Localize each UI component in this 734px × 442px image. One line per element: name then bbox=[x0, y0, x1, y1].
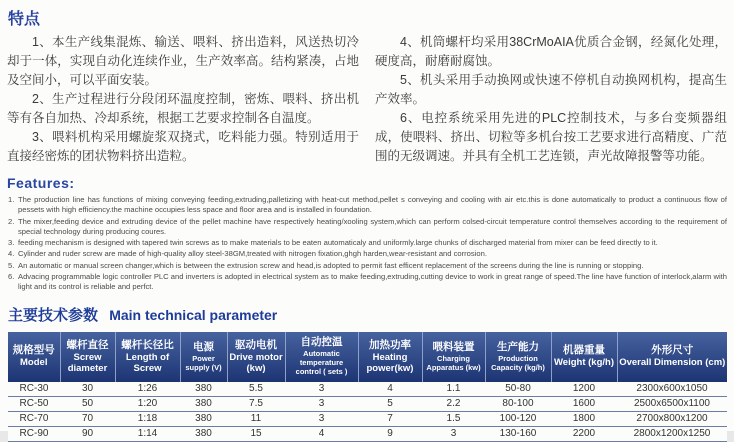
table-cell: RC-30 bbox=[8, 382, 60, 397]
feature-en-text: Cylinder and ruder screw are made of high-quality alloy steel-38GM,treated with nitrogen fixation,ghgh harden,wear-resistant and corrosion. bbox=[18, 249, 487, 259]
column-header bbox=[227, 332, 285, 382]
table-cell: 100-120 bbox=[485, 411, 551, 426]
table-cell: 1200 bbox=[551, 382, 617, 397]
column-header-en: Length of Screw bbox=[125, 352, 170, 374]
column-header-zh: 驱动电机 bbox=[235, 338, 277, 351]
table-row bbox=[8, 426, 727, 441]
column-header bbox=[60, 332, 115, 382]
features-zh-right-column bbox=[375, 33, 727, 166]
column-header-zh: 螺杆长径比 bbox=[121, 338, 174, 351]
column-header-en: Power supply (V) bbox=[185, 353, 222, 372]
table-cell: RC-90 bbox=[8, 426, 60, 441]
column-header bbox=[617, 332, 727, 382]
column-header-zh: 喂料装置 bbox=[432, 340, 475, 353]
table-cell: 7 bbox=[358, 411, 422, 426]
table-cell: 1:18 bbox=[115, 411, 180, 426]
table-cell: 15 bbox=[227, 426, 285, 441]
features-zh-section bbox=[7, 33, 727, 166]
feature-zh-paragraph: 5、机头采用手动换网或快速不停机自动换网机构，提高生产效率。 bbox=[375, 73, 727, 106]
feature-en-number: 1. bbox=[8, 195, 15, 204]
column-header bbox=[551, 332, 617, 382]
tech-params-title bbox=[8, 304, 727, 325]
table-cell: 4 bbox=[285, 426, 358, 441]
column-header-en: Model bbox=[20, 357, 48, 369]
column-header-zh: 机器重量 bbox=[563, 344, 605, 357]
feature-zh-paragraph: 3、喂料机构采用螺旋浆双挠式，吃料能力强。特别适用于直接经密炼的团状物料挤出造粒。 bbox=[7, 130, 359, 163]
column-header-en: Heating power(kw) bbox=[366, 352, 414, 374]
table-cell: 380 bbox=[180, 426, 227, 441]
features-en-list bbox=[7, 195, 727, 293]
feature-en-number: 3. bbox=[8, 238, 15, 248]
table-cell: 7.5 bbox=[227, 396, 285, 411]
table-cell: 1800 bbox=[551, 411, 617, 426]
feature-en-text: The mixer,feeding device and extruding device of the pellet machine have respectively heating/xooling system,which can perform colsed-circuit temperature control themselves according to the requirement of special technology during producing coures. bbox=[18, 216, 727, 236]
table-cell: 1:26 bbox=[115, 382, 180, 397]
tech-table-head bbox=[8, 332, 727, 382]
column-header-zh: 外形尺寸 bbox=[651, 344, 694, 357]
table-cell: 1:14 bbox=[115, 426, 180, 441]
column-header-en: Overall Dimension (cm) bbox=[619, 357, 726, 369]
feature-zh-paragraph: 6、电控系统采用先进的PLC控制技术，与多台变频器组成，使喂料、挤出、切粒等多机台按工艺要求进行高精度、广范围的无级调速。并具有全机工艺连锁，声光故障报警等功能。 bbox=[375, 111, 727, 163]
feature-en-item bbox=[7, 217, 727, 238]
table-cell: 2700x800x1200 bbox=[617, 411, 727, 426]
tech-table-head-row bbox=[8, 332, 727, 382]
table-cell: 2800x1200x1250 bbox=[617, 426, 727, 441]
tech-table-body bbox=[8, 382, 727, 442]
features-zh-left-column bbox=[7, 33, 359, 166]
column-header-en: Production Capacity (kg/h) bbox=[491, 353, 545, 372]
feature-en-number: 2. bbox=[8, 216, 15, 226]
table-cell: 80-100 bbox=[485, 396, 551, 411]
tech-table bbox=[8, 332, 727, 442]
table-cell: 130-160 bbox=[485, 426, 551, 441]
table-cell: RC-50 bbox=[8, 396, 60, 411]
table-row bbox=[8, 396, 727, 411]
feature-en-text: The production line has functions of mixing conveying feeding,extruding,palletizing with heat-cut method,pellet s conveying and cooling with air etc.this is done automatically to product a continuous flow of pessets with high efficiency.the machine occupies less space and floor area and is installed in foundation. bbox=[18, 195, 727, 215]
table-cell: 2300x600x1050 bbox=[617, 382, 727, 397]
table-cell: 9 bbox=[358, 426, 422, 441]
table-cell: 70 bbox=[60, 411, 115, 426]
column-header-zh: 电源 bbox=[193, 340, 214, 353]
column-header bbox=[180, 332, 227, 382]
feature-en-number: 5. bbox=[8, 260, 15, 270]
table-cell: RC-70 bbox=[8, 411, 60, 426]
table-cell: 2200 bbox=[551, 426, 617, 441]
table-cell: 4 bbox=[358, 382, 422, 397]
table-cell: 90 bbox=[60, 426, 115, 441]
feature-en-text: Advacing programmable logic controller PLC and inverters is adopted in electrical system as to make feeding,extruding,cutting device to work in great range of speed.The line have function of interlock,alarm with light and its control is reliable and perfct. bbox=[18, 272, 727, 292]
column-header bbox=[285, 332, 358, 382]
table-cell: 3 bbox=[285, 411, 358, 426]
column-header-zh: 自动控温 bbox=[300, 336, 343, 349]
tech-params-title-en: Main technical parameter bbox=[109, 306, 278, 323]
feature-en-item bbox=[7, 238, 727, 248]
table-cell: 30 bbox=[60, 382, 115, 397]
table-cell: 5 bbox=[358, 396, 422, 411]
feature-en-text: feeding mechanism is designed with tapered twin screws as to make materials to be eaten automaticaly and uniformly.large chunks of discharged material from mixer can be feed directly to it. bbox=[18, 238, 658, 248]
table-cell: 380 bbox=[180, 411, 227, 426]
feature-en-number: 6. bbox=[8, 272, 15, 282]
features-zh-title: 特点 bbox=[8, 11, 41, 28]
tech-params-title-zh: 主要技术参数 bbox=[8, 306, 99, 324]
feature-en-number: 4. bbox=[8, 249, 15, 259]
column-header-en: Automatic temperature control ( sets ) bbox=[295, 349, 348, 377]
table-cell: 2500x6500x1100 bbox=[617, 396, 727, 411]
column-header bbox=[115, 332, 180, 382]
table-cell: 380 bbox=[180, 382, 227, 397]
feature-en-item bbox=[7, 261, 727, 271]
feature-zh-paragraph: 2、生产过程进行分段闭环温度控制，密炼、喂料、挤出机等有各自加热、冷却系统，根据工艺要求控制各自温度。 bbox=[7, 92, 359, 125]
column-header-zh: 加热功率 bbox=[369, 338, 411, 351]
column-header bbox=[485, 332, 551, 382]
feature-en-item bbox=[7, 272, 727, 293]
column-header-en: Weight (kg/h) bbox=[554, 357, 614, 369]
column-header-en: Screw diameter bbox=[67, 352, 108, 374]
column-header-en: Drive motor (kw) bbox=[229, 352, 283, 374]
table-cell: 1600 bbox=[551, 396, 617, 411]
column-header-zh: 螺杆直径 bbox=[66, 338, 109, 351]
column-header-zh: 生产能力 bbox=[497, 340, 539, 353]
feature-zh-paragraph: 4、机筒螺杆均采用38CrMoAIA优质合金钢，经氮化处理，硬度高，耐磨耐腐蚀。 bbox=[375, 35, 727, 68]
table-cell: 11 bbox=[227, 411, 285, 426]
column-header bbox=[358, 332, 422, 382]
table-cell: 1.5 bbox=[422, 411, 485, 426]
table-cell: 50 bbox=[60, 396, 115, 411]
features-en-title: Features: bbox=[7, 175, 75, 191]
feature-en-item bbox=[7, 249, 727, 259]
table-row bbox=[8, 411, 727, 426]
table-cell: 50-80 bbox=[485, 382, 551, 397]
column-header-zh: 规格型号 bbox=[12, 344, 55, 357]
table-cell: 2.2 bbox=[422, 396, 485, 411]
table-cell: 1.1 bbox=[422, 382, 485, 397]
table-cell: 3 bbox=[285, 396, 358, 411]
feature-zh-paragraph: 1、本生产线集混炼、输送、喂料、挤出造料，风送热切冷却于一体，实现自动化连续作业，生产效率高。结构紧凑，占地及空间小，可以平面安装。 bbox=[7, 35, 359, 87]
column-header bbox=[422, 332, 485, 382]
table-cell: 1:20 bbox=[115, 396, 180, 411]
table-cell: 5.5 bbox=[227, 382, 285, 397]
feature-en-text: An automatic or manual screen changer,which is between the extrusion screw and head,is adopted to permit fast efficent replacement of the screens during the line is running or stopping. bbox=[18, 260, 644, 270]
column-header-en: Charging Apparatus (kw) bbox=[426, 353, 481, 372]
feature-en-item bbox=[7, 195, 727, 216]
column-header bbox=[8, 332, 60, 382]
table-cell: 3 bbox=[422, 426, 485, 441]
table-row bbox=[8, 382, 727, 397]
table-cell: 380 bbox=[180, 396, 227, 411]
table-cell: 3 bbox=[285, 382, 358, 397]
